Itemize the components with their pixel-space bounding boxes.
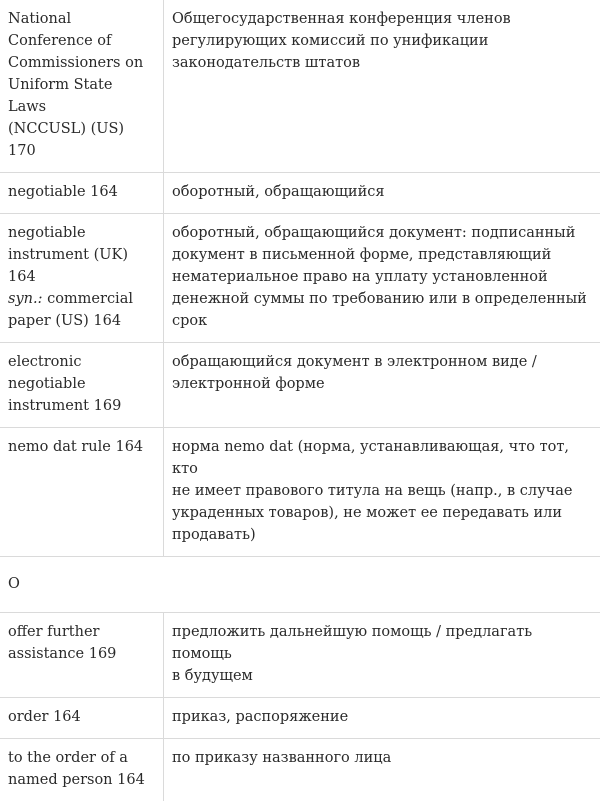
term-line: Conference of bbox=[8, 30, 155, 52]
term-line: National bbox=[8, 8, 155, 30]
russian-translation bbox=[164, 613, 600, 698]
letter-heading-row bbox=[0, 557, 600, 613]
glossary-entry-row bbox=[0, 173, 600, 214]
term-line: Uniform State Laws bbox=[8, 74, 155, 118]
glossary-entry-row bbox=[0, 214, 600, 343]
translation-line: норма nemo dat (норма, устанавливающая, что тот, кто bbox=[172, 436, 592, 480]
term-line: negotiable 164 bbox=[8, 181, 155, 203]
russian-translation bbox=[164, 343, 600, 428]
term-line: named person 164 bbox=[8, 769, 155, 791]
translation-line: срок bbox=[172, 310, 592, 332]
term-line: negotiable bbox=[8, 222, 155, 244]
term-line: assistance 169 bbox=[8, 643, 155, 665]
translation-line: обращающийся документ в электронном виде / bbox=[172, 351, 592, 373]
term-line: order 164 bbox=[8, 706, 155, 728]
synonym-label: syn.: bbox=[8, 291, 42, 307]
english-term bbox=[0, 698, 164, 739]
russian-translation bbox=[164, 173, 600, 214]
english-term bbox=[0, 214, 164, 343]
translation-line: денежной суммы по требованию или в определенный bbox=[172, 288, 592, 310]
english-term bbox=[0, 428, 164, 557]
term-line: Commissioners on bbox=[8, 52, 155, 74]
translation-line: документ в письменной форме, представляющий bbox=[172, 244, 592, 266]
translation-line: нематериальное право на уплату установленной bbox=[172, 266, 592, 288]
synonym-term: paper (US) 164 bbox=[8, 310, 155, 332]
term-line: to the order of a bbox=[8, 747, 155, 769]
glossary-entry-row bbox=[0, 698, 600, 739]
english-term bbox=[0, 173, 164, 214]
translation-line: электронной форме bbox=[172, 373, 592, 395]
term-line: (NCCUSL) (US) 170 bbox=[8, 118, 155, 162]
translation-line: продавать) bbox=[172, 524, 592, 546]
term-line: negotiable bbox=[8, 373, 155, 395]
synonym-line bbox=[8, 288, 155, 310]
translation-line: законодательств штатов bbox=[172, 52, 592, 74]
term-line: electronic bbox=[8, 351, 155, 373]
glossary-entry-row bbox=[0, 428, 600, 557]
translation-line: украденных товаров), не может ее передавать или bbox=[172, 502, 592, 524]
translation-line: не имеет правового титула на вещь (напр., в случае bbox=[172, 480, 592, 502]
translation-line: оборотный, обращающийся bbox=[172, 181, 592, 203]
letter-heading: O bbox=[0, 557, 600, 613]
term-line: nemo dat rule 164 bbox=[8, 436, 155, 458]
translation-line: приказ, распоряжение bbox=[172, 706, 592, 728]
english-term bbox=[0, 739, 164, 801]
translation-line: в будущем bbox=[172, 665, 592, 687]
russian-translation bbox=[164, 428, 600, 557]
translation-line: по приказу названного лица bbox=[172, 747, 592, 769]
term-line: instrument (UK) 164 bbox=[8, 244, 155, 288]
translation-line: оборотный, обращающийся документ: подписанный bbox=[172, 222, 592, 244]
english-term bbox=[0, 343, 164, 428]
glossary-entry-row bbox=[0, 739, 600, 801]
glossary-entry-row bbox=[0, 613, 600, 698]
glossary-entry-row bbox=[0, 343, 600, 428]
term-line: instrument 169 bbox=[8, 395, 155, 417]
term-line: offer further bbox=[8, 621, 155, 643]
russian-translation bbox=[164, 0, 600, 173]
russian-translation bbox=[164, 698, 600, 739]
english-term bbox=[0, 0, 164, 173]
translation-line: Общегосударственная конференция членов bbox=[172, 8, 592, 30]
english-term bbox=[0, 613, 164, 698]
synonym-term: commercial bbox=[42, 291, 133, 307]
translation-line: регулирующих комиссий по унификации bbox=[172, 30, 592, 52]
russian-translation bbox=[164, 739, 600, 801]
russian-translation bbox=[164, 214, 600, 343]
glossary-entry-row bbox=[0, 0, 600, 173]
translation-line: предложить дальнейшую помощь / предлагать помощь bbox=[172, 621, 592, 665]
